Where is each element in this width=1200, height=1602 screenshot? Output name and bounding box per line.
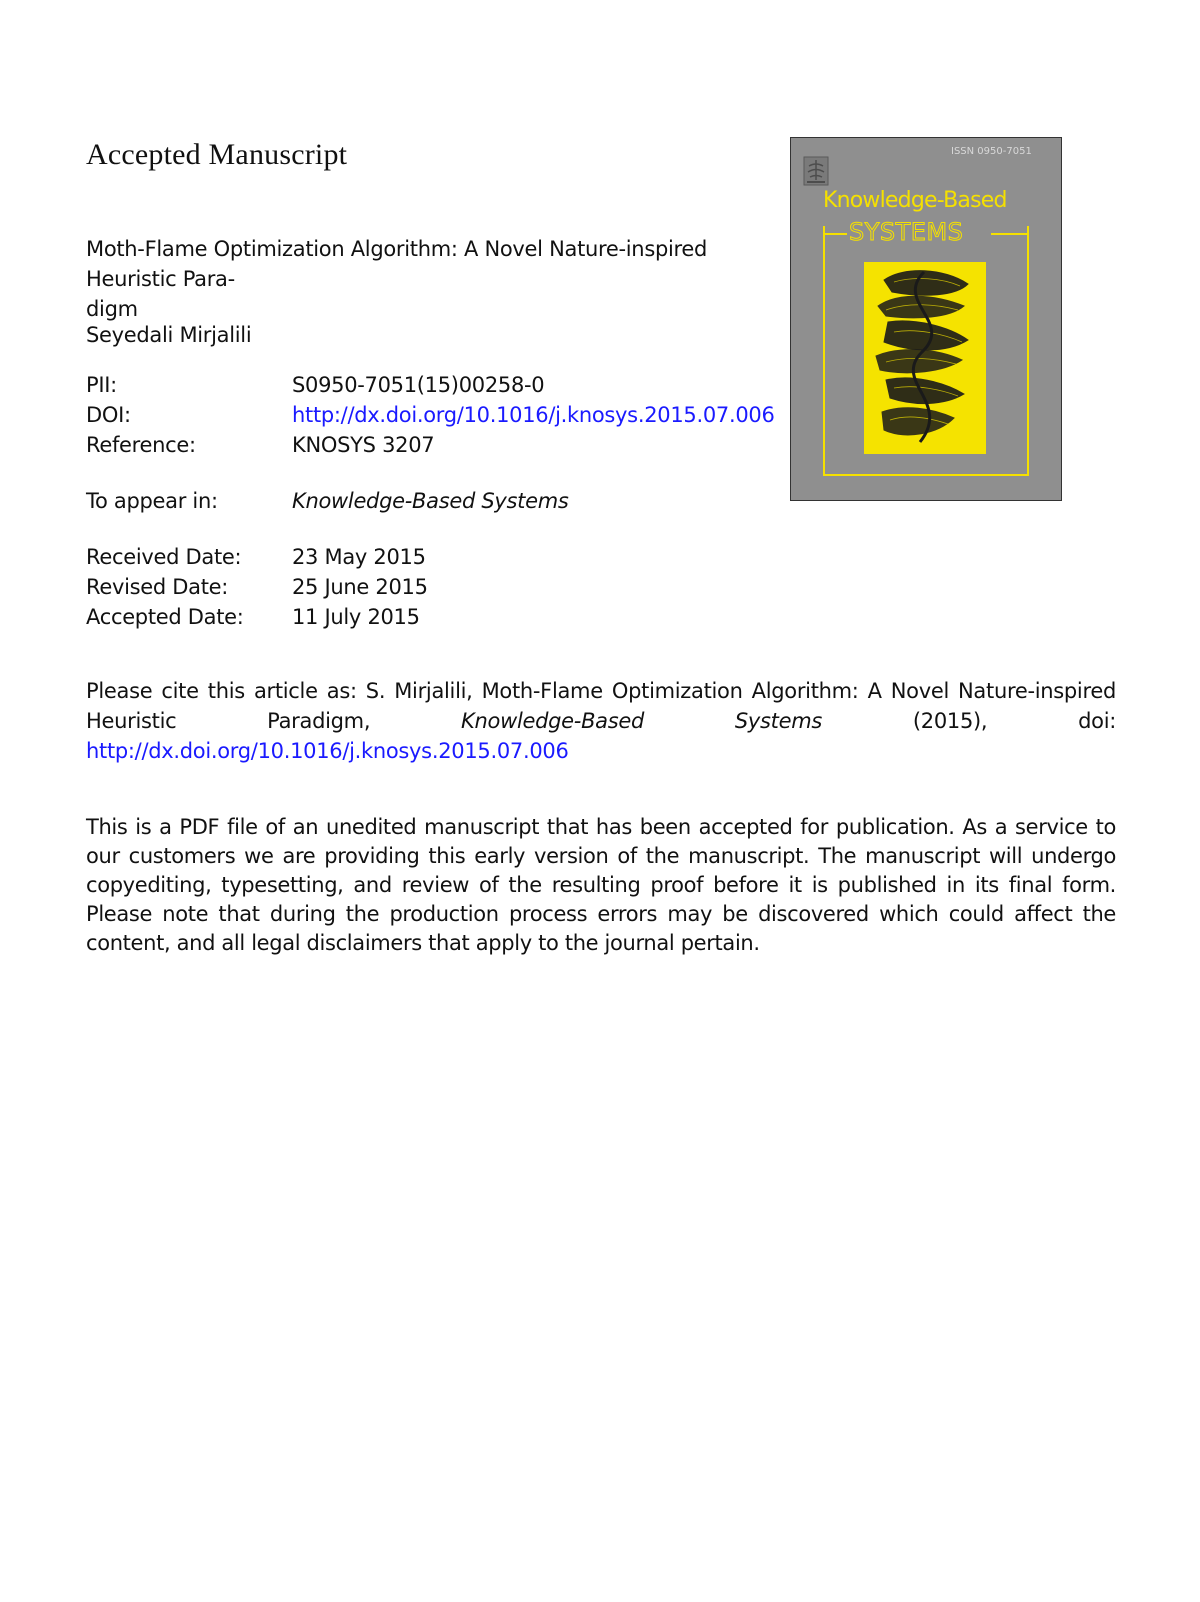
citation-middle: (2015), doi: bbox=[822, 709, 1116, 733]
cover-issn: ISSN 0950-7051 bbox=[951, 146, 1032, 157]
accepted-label: Accepted Date: bbox=[86, 605, 244, 629]
appear-value: Knowledge-Based Systems bbox=[292, 489, 569, 513]
cover-artwork bbox=[864, 262, 986, 454]
page-heading: Accepted Manuscript bbox=[86, 138, 348, 171]
elsevier-logo-icon bbox=[803, 156, 829, 186]
citation-journal: Knowledge-Based Systems bbox=[461, 709, 823, 733]
received-value: 23 May 2015 bbox=[292, 545, 426, 569]
article-title bbox=[86, 234, 786, 324]
article-title-line2: digm bbox=[86, 297, 138, 321]
reference-value: KNOSYS 3207 bbox=[292, 433, 435, 457]
pii-value: S0950-7051(15)00258-0 bbox=[292, 373, 545, 397]
cover-journal-subtitle: SYSTEMS bbox=[849, 218, 964, 246]
doi-link[interactable]: http://dx.doi.org/10.1016/j.knosys.2015.07.006 bbox=[292, 403, 775, 427]
cover-journal-title: Knowledge-Based bbox=[823, 188, 1007, 213]
revised-label: Revised Date: bbox=[86, 575, 229, 599]
journal-cover-image bbox=[790, 137, 1062, 501]
pii-label: PII: bbox=[86, 373, 117, 397]
revised-value: 25 June 2015 bbox=[292, 575, 428, 599]
article-title-line1: Moth-Flame Optimization Algorithm: A Novel Nature-inspired Heuristic Para- bbox=[86, 237, 708, 291]
citation-prefix: Please cite this article as: S. Mirjalili, Moth-Flame Optimization Algorithm: A Novel Nature-inspired Heuristic Paradigm, bbox=[86, 679, 1116, 733]
appear-label: To appear in: bbox=[86, 489, 218, 513]
cover-spiral-artwork bbox=[864, 262, 986, 454]
received-label: Received Date: bbox=[86, 545, 242, 569]
accepted-value: 11 July 2015 bbox=[292, 605, 420, 629]
doi-label: DOI: bbox=[86, 403, 131, 427]
citation-doi-link[interactable]: http://dx.doi.org/10.1016/j.knosys.2015.07.006 bbox=[86, 739, 569, 763]
manuscript-notice: This is a PDF file of an unedited manuscript that has been accepted for publication. As a service to our customers we are providing this early version of the manuscript. The manuscript will undergo copyediting, typesetting, and review of the resulting proof before it is published in its final form. Please note that during the production process errors may be discovered which could affect the content, and all legal disclaimers that apply to the journal pertain. bbox=[86, 815, 1116, 955]
reference-label: Reference: bbox=[86, 433, 196, 457]
citation-paragraph bbox=[86, 676, 1116, 766]
article-author: Seyedali Mirjalili bbox=[86, 323, 252, 347]
